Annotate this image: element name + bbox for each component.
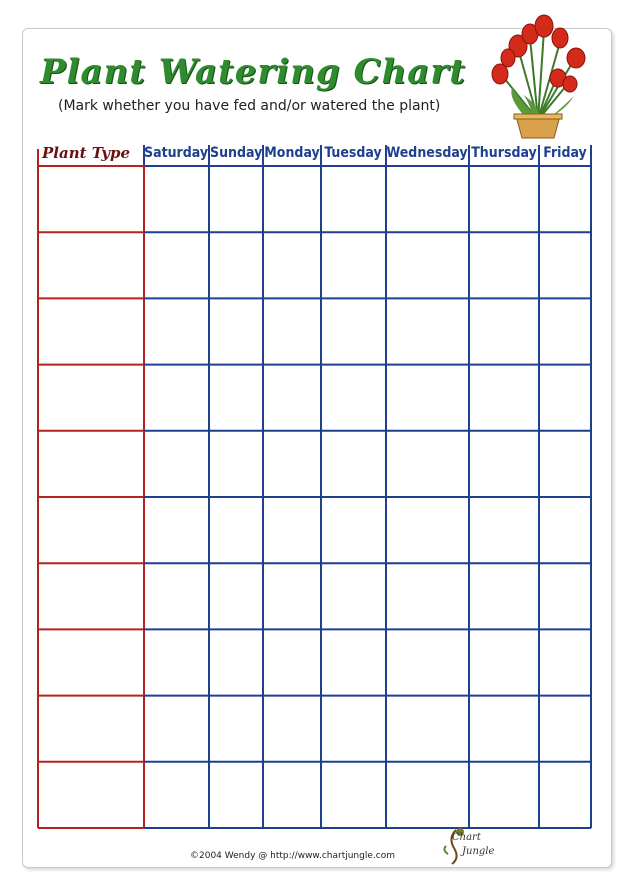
header-friday: Friday xyxy=(543,145,587,161)
copyright-footer: ©2004 Wendy @ http://www.chartjungle.com xyxy=(190,851,395,861)
header-saturday: Saturday xyxy=(144,145,209,161)
header-monday: Monday xyxy=(264,145,320,161)
header-tuesday: Tuesday xyxy=(324,145,382,161)
svg-text:Chart: Chart xyxy=(452,832,481,843)
header-sunday: Sunday xyxy=(210,145,263,161)
page-subtitle: (Mark whether you have fed and/or watered the plant) xyxy=(58,98,441,114)
header-plant-type: Plant Type xyxy=(42,144,131,162)
svg-text:Jungle: Jungle xyxy=(462,846,495,857)
header-thursday: Thursday xyxy=(471,145,537,161)
page-title: Plant Watering Chart xyxy=(40,52,466,92)
chartjungle-logo xyxy=(438,824,500,866)
header-wednesday: Wednesday xyxy=(386,145,468,161)
